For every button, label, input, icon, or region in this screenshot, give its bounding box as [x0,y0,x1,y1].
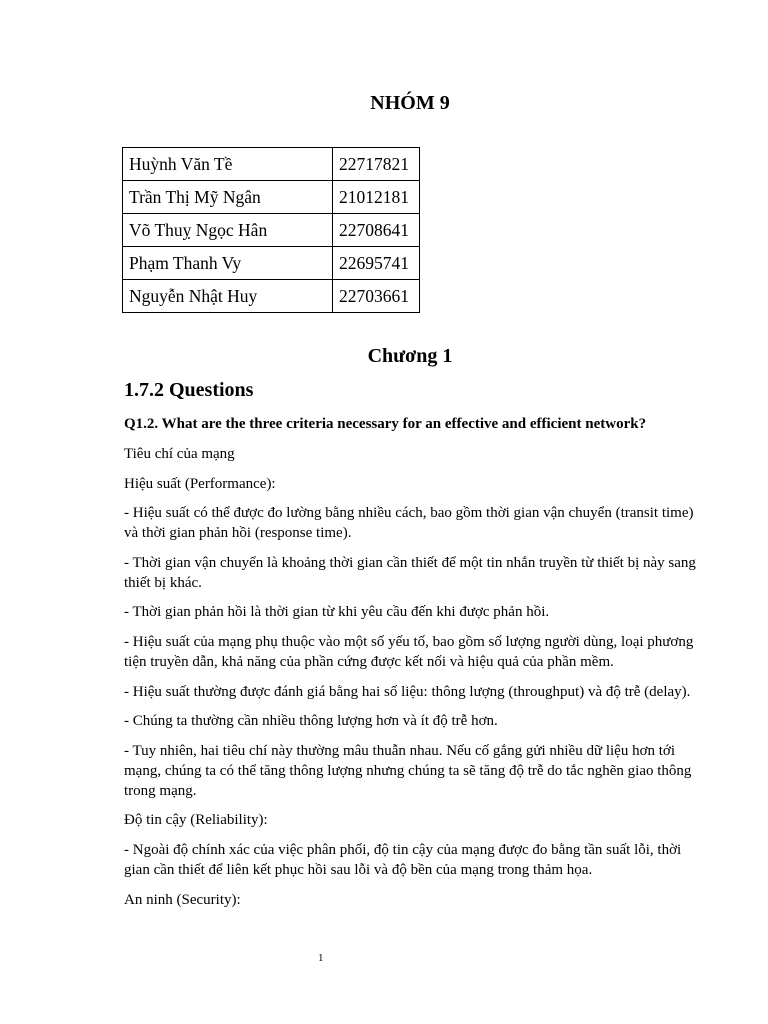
paragraph: Tiêu chí của mạng [124,446,235,462]
table-row [123,214,420,247]
member-id: 21012181 [333,181,420,214]
table-row [123,247,420,280]
member-id: 22708641 [333,214,420,247]
member-id: 22695741 [333,247,420,280]
members-table [122,147,420,313]
section-heading: 1.7.2 Questions [124,379,254,401]
paragraph: - Hiệu suất có thể được đo lường bằng nhiều cách, bao gồm thời gian vận chuyển (transit time) và thời gian phản hồi (response time). [124,505,694,542]
member-name: Phạm Thanh Vy [123,247,333,280]
chapter-heading: Chương 1 [367,345,453,367]
member-name: Võ Thuỵ Ngọc Hân [123,214,333,247]
table-row [123,280,420,313]
member-name: Huỳnh Văn Tề [123,148,333,181]
group-title: NHÓM 9 [370,92,450,114]
paragraph: - Ngoài độ chính xác của việc phân phối, độ tin cậy của mạng được đo bằng tần suất lỗi, thời gian cần thiết để liên kết phục hồi sau lỗi và độ bền của mạng trong thảm họa. [124,841,682,878]
paragraph: An ninh (Security): [124,891,241,908]
paragraph: Hiệu suất (Performance): [124,475,276,492]
document-body [124,414,702,919]
paragraph: Độ tin cậy (Reliability): [124,812,268,829]
page-number: 1 [318,952,324,964]
member-id: 22703661 [333,280,420,313]
question-text: Q1.2. What are the three criteria necessary for an effective and efficient network? [124,416,647,432]
paragraph: - Thời gian phản hồi là thời gian từ khi yêu cầu đến khi được phản hồi. [124,604,550,621]
table-row [123,181,420,214]
paragraph: - Hiệu suất thường được đánh giá bằng hai số liệu: thông lượng (throughput) và độ trễ (delay). [124,683,691,700]
member-name: Trần Thị Mỹ Ngân [123,181,333,214]
member-id: 22717821 [333,148,420,181]
paragraph: - Thời gian vận chuyển là khoảng thời gian cần thiết để một tin nhắn truyền từ thiết bị này sang thiết bị khác. [124,554,696,591]
paragraph: - Tuy nhiên, hai tiêu chí này thường mâu thuẫn nhau. Nếu cố gắng gửi nhiều dữ liệu hơn tới mạng, chúng ta có thể tăng thông lượng nhưng chúng ta sẽ tăng độ trễ do tắc nghẽn giao thông trong mạng. [124,742,692,799]
member-name: Nguyễn Nhật Huy [123,280,333,313]
paragraph: - Chúng ta thường cần nhiều thông lượng hơn và ít độ trễ hơn. [124,713,498,730]
paragraph: - Hiệu suất của mạng phụ thuộc vào một số yếu tố, bao gồm số lượng người dùng, loại phương tiện truyền dẫn, khả năng của phần cứng được kết nối và hiệu quả của phần mềm. [124,633,694,670]
table-row [123,148,420,181]
